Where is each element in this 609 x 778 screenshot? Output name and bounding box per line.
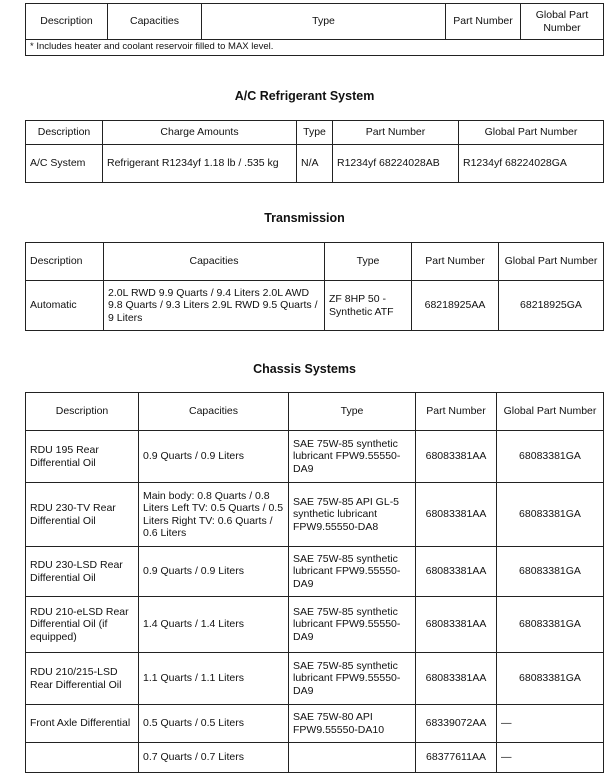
section-title-chassis: Chassis Systems — [253, 362, 356, 376]
table-header-row — [26, 243, 604, 281]
cell-capacities: 0.9 Quarts / 0.9 Liters — [139, 547, 289, 597]
cell-global-part-number: 68083381GA — [497, 483, 604, 547]
table-row — [26, 547, 604, 597]
table-row — [26, 281, 604, 331]
header-capacities: Capacities — [139, 393, 289, 431]
cell-capacities: 2.0L RWD 9.9 Quarts / 9.4 Liters 2.0L AWD 9.8 Quarts / 9.3 Liters 2.9L RWD 9.5 Quarts / 9 Liters — [104, 281, 325, 331]
section-title-transmission: Transmission — [264, 211, 345, 225]
cell-description: RDU 230-LSD Rear Differential Oil — [26, 547, 139, 597]
transmission-table — [25, 242, 604, 331]
cell-part-number: 68083381AA — [416, 653, 497, 705]
cell-global-part-number: 68083381GA — [497, 431, 604, 483]
table-row — [26, 743, 604, 773]
header-part-number: Part Number — [333, 121, 459, 145]
cell-type: SAE 75W-85 synthetic lubricant FPW9.55550-DA9 — [289, 431, 416, 483]
cell-type: SAE 75W-85 API GL-5 synthetic lubricant FPW9.55550-DA8 — [289, 483, 416, 547]
cell-description — [26, 743, 139, 773]
table-row — [26, 597, 604, 653]
cell-description: A/C System — [26, 145, 103, 183]
cell-part-number: 68083381AA — [416, 431, 497, 483]
cell-capacities: 0.5 Quarts / 0.5 Liters — [139, 705, 289, 743]
table-header-row — [26, 393, 604, 431]
cell-type: SAE 75W-85 synthetic lubricant FPW9.55550-DA9 — [289, 653, 416, 705]
header-part-number: Part Number — [446, 4, 521, 40]
cell-part-number: 68083381AA — [416, 597, 497, 653]
cell-part-number: 68377611AA — [416, 743, 497, 773]
cell-global-part-number: — — [497, 743, 604, 773]
cell-description: Automatic — [26, 281, 104, 331]
table-note-row — [26, 40, 604, 56]
cell-type: SAE 75W-80 API FPW9.55550-DA10 — [289, 705, 416, 743]
cell-description: RDU 210/215-LSD Rear Differential Oil — [26, 653, 139, 705]
header-type: Type — [297, 121, 333, 145]
header-part-number: Part Number — [416, 393, 497, 431]
header-type: Type — [289, 393, 416, 431]
cell-capacities: Main body: 0.8 Quarts / 0.8 Liters Left TV: 0.5 Quarts / 0.5 Liters Right TV: 0.6 Quarts / 0.6 Liters — [139, 483, 289, 547]
cell-capacities: 1.1 Quarts / 1.1 Liters — [139, 653, 289, 705]
cell-part-number: 68083381AA — [416, 547, 497, 597]
header-capacities: Capacities — [108, 4, 202, 40]
table-header-row — [26, 121, 604, 145]
cell-type: SAE 75W-85 synthetic lubricant FPW9.55550-DA9 — [289, 597, 416, 653]
header-global-part-number: Global Part Number — [459, 121, 604, 145]
table-row — [26, 705, 604, 743]
ac-refrigerant-table — [25, 120, 604, 183]
cell-part-number: 68218925AA — [412, 281, 499, 331]
header-description: Description — [26, 4, 108, 40]
cell-global-part-number: — — [497, 705, 604, 743]
chassis-systems-table — [25, 392, 604, 773]
cell-description: RDU 210-eLSD Rear Differential Oil (if equipped) — [26, 597, 139, 653]
cell-capacities: 0.9 Quarts / 0.9 Liters — [139, 431, 289, 483]
table-header-row — [26, 4, 604, 40]
header-global-part-number: Global Part Number — [497, 393, 604, 431]
cell-global-part-number: 68083381GA — [497, 653, 604, 705]
coolant-note: * Includes heater and coolant reservoir filled to MAX level. — [26, 40, 604, 56]
header-global-part-number: Global Part Number — [521, 4, 604, 40]
cell-type: ZF 8HP 50 - Synthetic ATF — [325, 281, 412, 331]
table-row — [26, 431, 604, 483]
cell-type: SAE 75W-85 synthetic lubricant FPW9.55550-DA9 — [289, 547, 416, 597]
cell-part-number: 68083381AA — [416, 483, 497, 547]
table-row — [26, 653, 604, 705]
header-type: Type — [202, 4, 446, 40]
table-row — [26, 483, 604, 547]
cell-description: RDU 195 Rear Differential Oil — [26, 431, 139, 483]
cell-charge: Refrigerant R1234yf 1.18 lb / .535 kg — [103, 145, 297, 183]
engine-coolant-table — [25, 3, 604, 56]
header-description: Description — [26, 243, 104, 281]
cell-global-part-number: R1234yf 68224028GA — [459, 145, 604, 183]
cell-type: N/A — [297, 145, 333, 183]
header-description: Description — [26, 393, 139, 431]
cell-part-number: 68339072AA — [416, 705, 497, 743]
cell-part-number: R1234yf 68224028AB — [333, 145, 459, 183]
header-part-number: Part Number — [412, 243, 499, 281]
cell-capacities: 1.4 Quarts / 1.4 Liters — [139, 597, 289, 653]
table-row — [26, 145, 604, 183]
cell-global-part-number: 68083381GA — [497, 547, 604, 597]
section-title-ac: A/C Refrigerant System — [234, 89, 375, 103]
cell-description: RDU 230-TV Rear Differential Oil — [26, 483, 139, 547]
header-description: Description — [26, 121, 103, 145]
cell-type — [289, 743, 416, 773]
header-type: Type — [325, 243, 412, 281]
cell-global-part-number: 68218925GA — [499, 281, 604, 331]
cell-description: Front Axle Differential — [26, 705, 139, 743]
header-capacities: Capacities — [104, 243, 325, 281]
cell-capacities: 0.7 Quarts / 0.7 Liters — [139, 743, 289, 773]
cell-global-part-number: 68083381GA — [497, 597, 604, 653]
header-charge-amounts: Charge Amounts — [103, 121, 297, 145]
header-global-part-number: Global Part Number — [499, 243, 604, 281]
